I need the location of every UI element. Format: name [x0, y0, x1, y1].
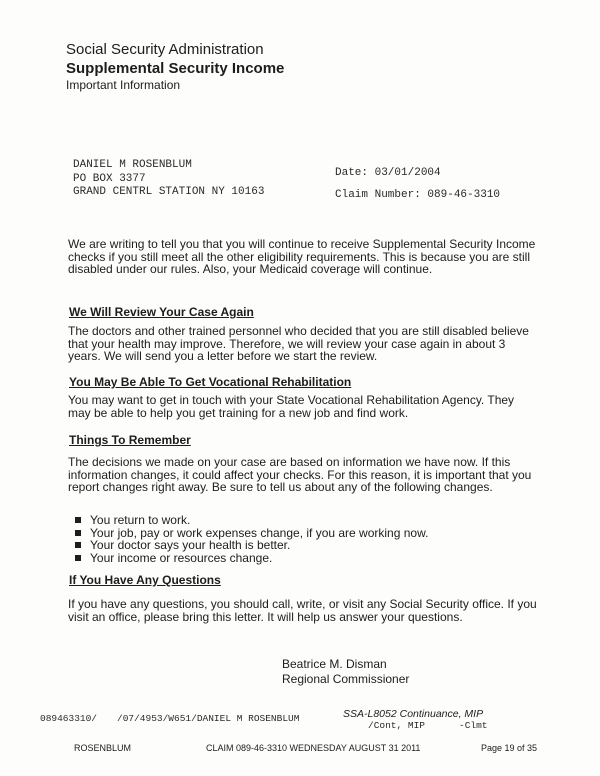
recipient-address-line2: GRAND CENTRL STATION NY 10163: [73, 186, 265, 198]
vocational-heading: You May Be Able To Get Vocational Rehabilitation: [69, 375, 352, 389]
review-paragraph: The doctors and other trained personnel who decided that you are still disabled believe that your health may improve. Therefore, we will review your case again in about 3 years. We will send you a letter before we start the review.: [68, 324, 529, 363]
form-clmt-code: -Clmt: [459, 720, 488, 731]
questions-paragraph: If you have any questions, you should call, write, or visit any Social Security office. If you visit an office, please bring this letter. It will help us answer your questions.: [68, 597, 537, 624]
recipient-name: DANIEL M ROSENBLUM: [73, 159, 192, 171]
list-item: Your income or resources change.: [74, 552, 428, 565]
form-number: SSA-L8052 Continuance, MIP: [343, 708, 484, 720]
reference-code-1: 089463310/: [40, 713, 98, 724]
form-subcode: /Cont, MIP: [368, 720, 426, 731]
letter-date: Date: 03/01/2004: [335, 167, 441, 179]
questions-heading: If You Have Any Questions: [69, 573, 221, 587]
intro-paragraph: We are writing to tell you that you will continue to receive Supplemental Security Income checks if you still meet all the other eligibility requirements. This is because you are still disabled under our rules. Also, your Medicaid coverage will continue.: [68, 237, 536, 276]
review-heading: We Will Review Your Case Again: [69, 305, 254, 319]
remember-heading: Things To Remember: [69, 433, 191, 447]
claim-number: Claim Number: 089-46-3310: [335, 189, 501, 201]
vocational-paragraph: You may want to get in touch with your State Vocational Rehabilitation Agency. They may be able to help you get training for a new job and find work.: [68, 393, 515, 420]
program-title: Supplemental Security Income: [66, 60, 285, 77]
notice-type: Important Information: [66, 78, 181, 92]
footer-center: CLAIM 089-46-3310 WEDNESDAY AUGUST 31 2011: [206, 743, 421, 753]
recipient-address-line1: PO BOX 3377: [73, 173, 146, 185]
remember-paragraph: The decisions we made on your case are based on information we have now. If this information changes, it could affect your checks. For this reason, it is important that you report changes right away. Be sure to tell us about any of the following changes.: [68, 455, 532, 494]
footer-left: ROSENBLUM: [74, 743, 132, 753]
reference-code-2: /07/4953/W651/DANIEL M ROSENBLUM: [117, 713, 300, 724]
footer-page-number: Page 19 of 35: [481, 743, 538, 753]
list-item: Your job, pay or work expenses change, if you are working now.: [74, 527, 428, 540]
changes-list: [74, 514, 428, 564]
signatory-title: Regional Commissioner: [282, 672, 410, 686]
list-item: Your doctor says your health is better.: [74, 539, 428, 552]
signatory-name: Beatrice M. Disman: [282, 657, 387, 671]
agency-name: Social Security Administration: [66, 41, 264, 58]
list-item: You return to work.: [74, 514, 428, 527]
